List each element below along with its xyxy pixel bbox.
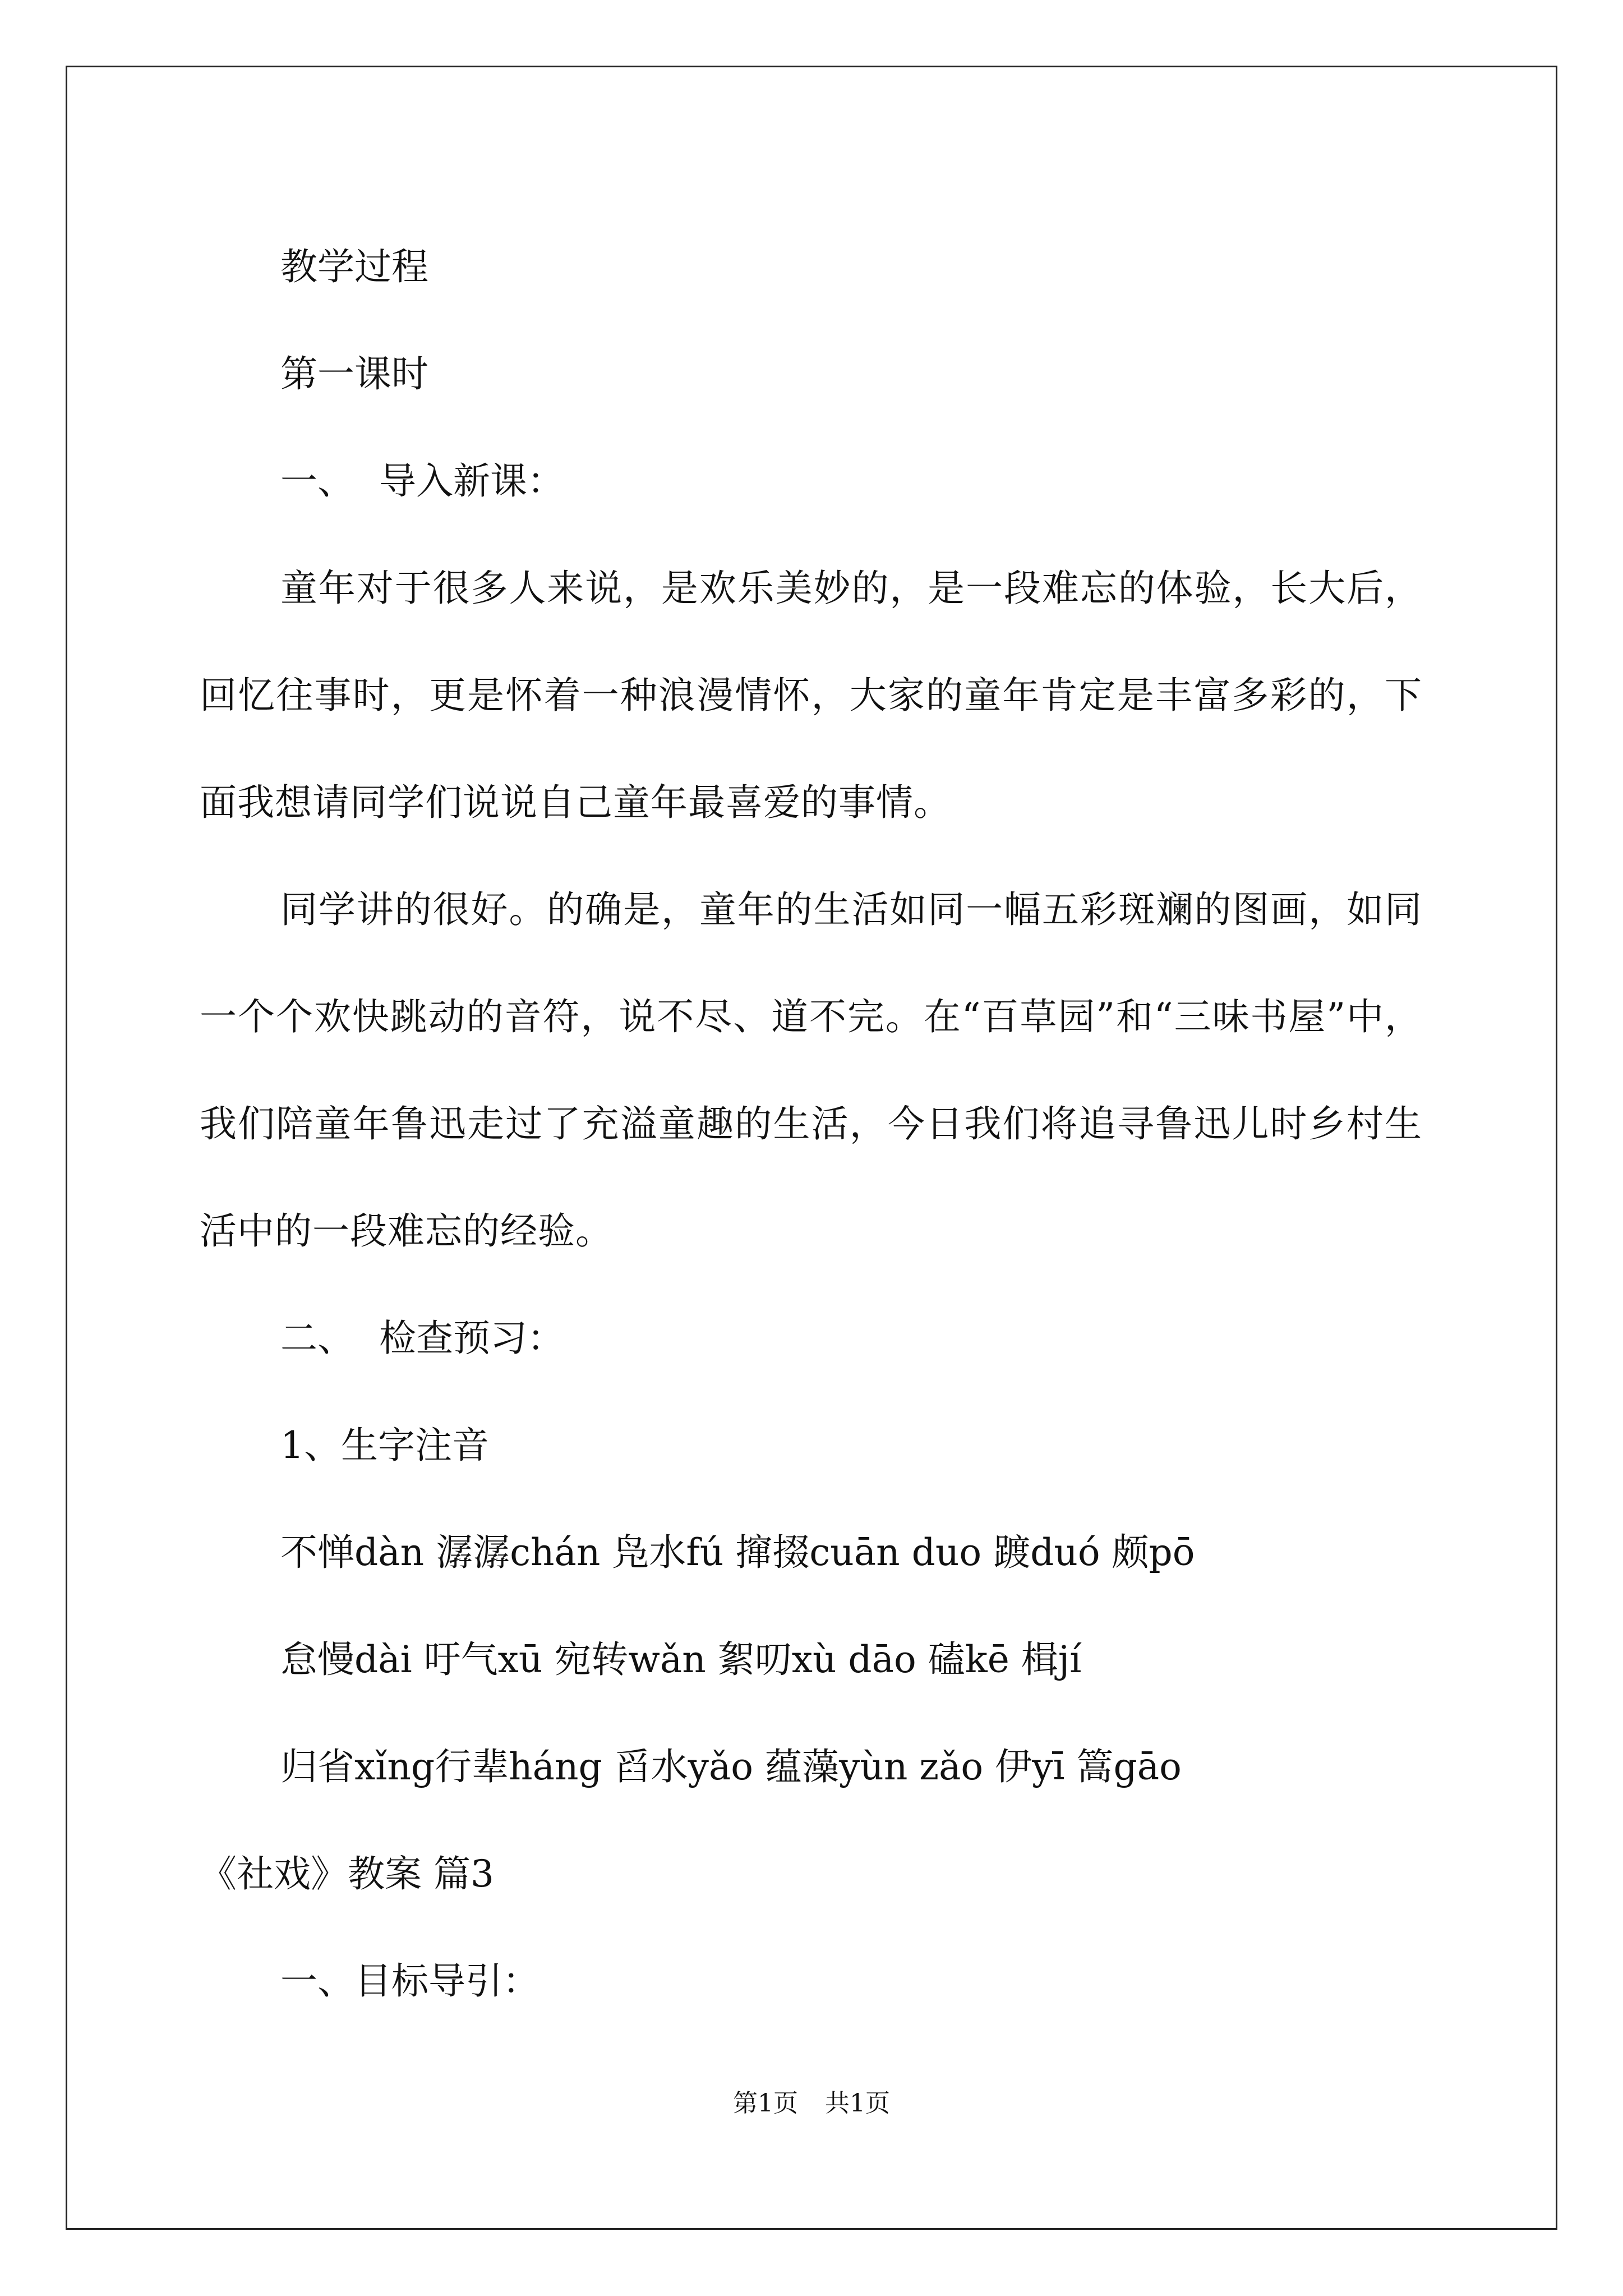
pinyin-line-2: 怠慢dài 吁气xū 宛转wǎn 絮叨xù dāo 磕kē 楫jí [280,1638,1082,1681]
page-total: 共1页 [825,2089,890,2118]
section-number: 一、 [280,459,354,503]
section-intro-heading [200,427,1422,535]
heading-first-lesson: 第一课时 [280,352,428,395]
section-title: 导入新课： [379,459,564,503]
pinyin-line-3: 归省xǐng行辈háng 舀水yǎo 蕴藻yùn zǎo 伊yī 篙gāo [280,1745,1182,1788]
subheading-phonetics: 1、生字注音 [280,1424,489,1467]
section-goals-heading: 一、目标导引： [280,1959,540,2003]
section-preview-heading [200,1285,1422,1392]
page-footer [0,2087,1623,2120]
pinyin-line-1: 不惮dàn 潺潺chán 凫水fú 撺掇cuān duo 踱duó 颇pō [280,1531,1195,1574]
document-body [200,213,1422,2035]
section-title: 检查预习： [379,1317,564,1360]
heading-teaching-process: 教学过程 [280,245,428,288]
heading-lesson-plan-3: 《社戏》教案 篇3 [200,1852,494,1895]
paragraph-luxun: 同学讲的很好。的确是，童年的生活如同一幅五彩斑斓的图画，如同一个个欢快跳动的音符，说不尽、道不完。在“百草园”和“三味书屋”中，我们陪童年鲁迅走过了充溢童趣的生活，今日我们将追寻鲁迅儿时乡村生活中的一段难忘的经验。 [200,888,1422,1253]
paragraph-childhood: 童年对于很多人来说，是欢乐美妙的，是一段难忘的体验，长大后，回忆往事时，更是怀着一种浪漫情怀，大家的童年肯定是丰富多彩的，下面我想请同学们说说自己童年最喜爱的事情。 [200,567,1422,824]
page-number: 第1页 [733,2089,798,2118]
section-number: 二、 [280,1317,354,1360]
